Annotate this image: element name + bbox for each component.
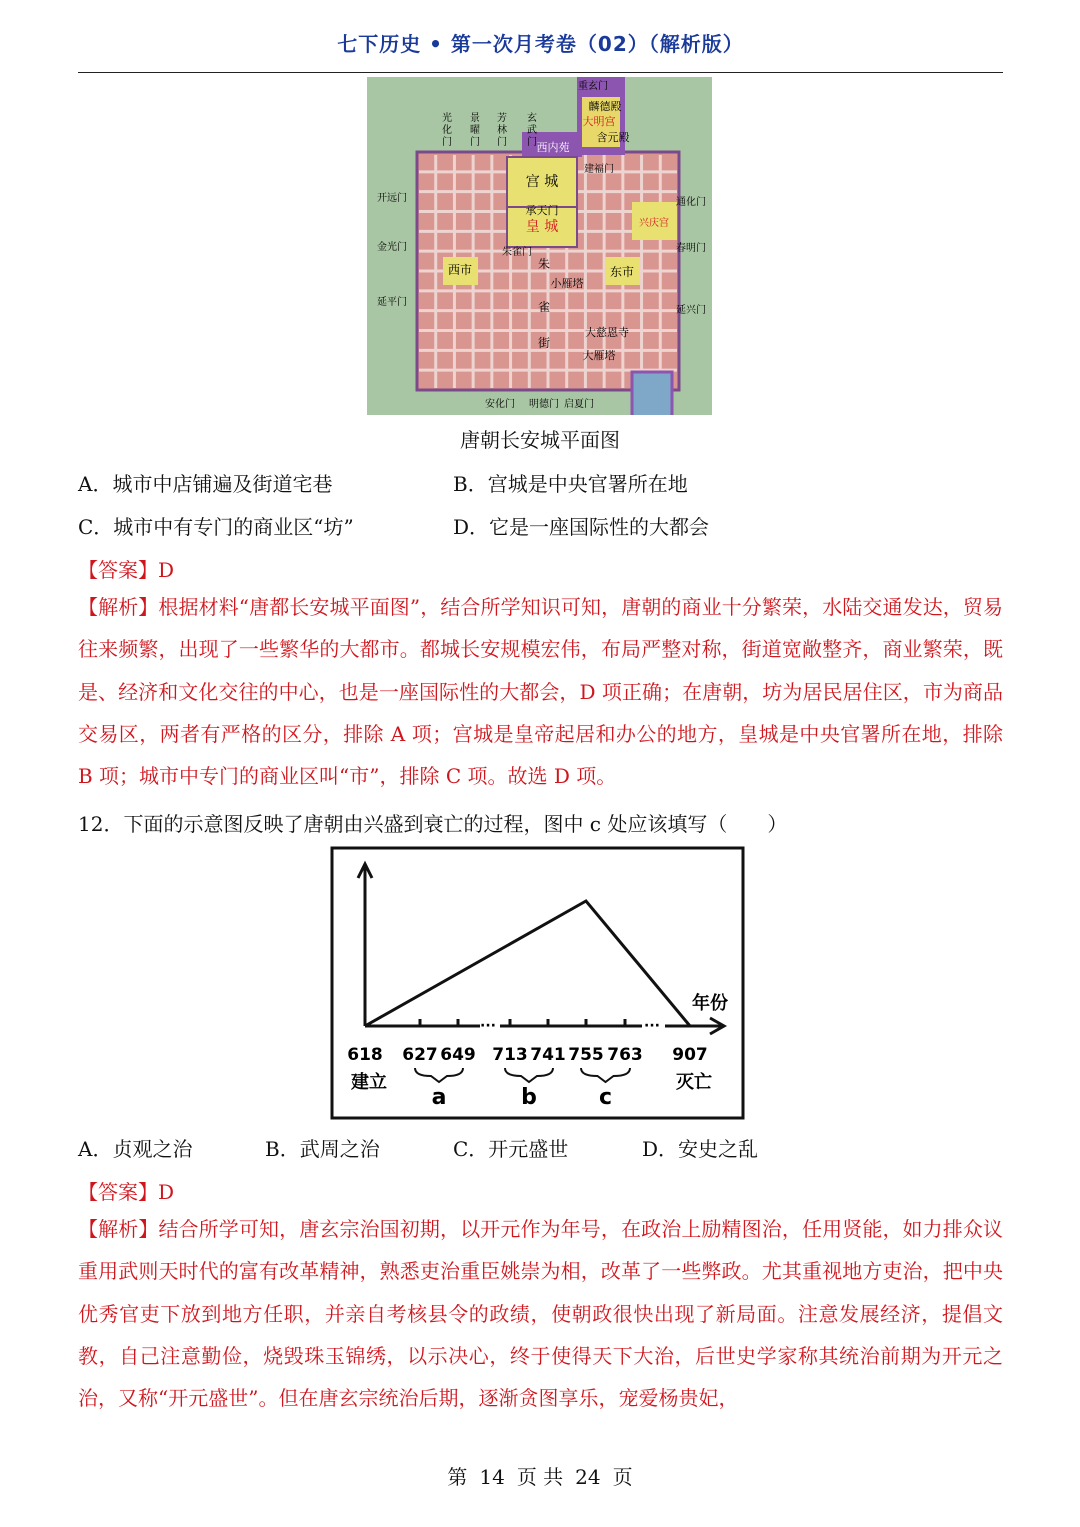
tang-chart [330, 846, 745, 1120]
zhuquejie-2: 雀 [537, 300, 551, 314]
footer-suffix: 页 [612, 1465, 633, 1489]
north-gate-char: 门 [497, 137, 507, 148]
daming-label: 大明宫 [582, 115, 616, 128]
tick-label-627: 627 [402, 1045, 438, 1065]
hanyuan-hall: 含元殿 [596, 131, 630, 144]
north-gate-char: 光 [442, 113, 452, 124]
tick-label-649: 649 [440, 1045, 476, 1065]
q12-answer: 【答案】D [78, 1180, 175, 1204]
q11-analysis: 【解析】根据材料“唐都长安城平面图”，结合所学知识可知，唐朝的商业十分繁荣，水陆交通发达，贸易往来频繁，出现了一些繁华的大都市。都城长安规模宏伟，布局严整对称，街道宽敞整齐，商业繁荣，既是、经济和文化交往的中心，也是一座国际性的大都会，D 项正确；在唐朝，坊为居民居住区，市为商品交易区，两者有严格的区分，排除 A 项；宫城是皇帝起居和办公的地方，皇城是中央官署所在地，排除 B 项；城市中专门的商业区叫“市”，排除 C 项。故选 D 项。 [78, 595, 1003, 789]
q11-option-a: A．城市中店铺遍及街道宅巷 [78, 472, 333, 496]
header-title: 七下历史 • 第一次月考卷（02）（解析版） [337, 32, 744, 56]
gate-kaiyuan: 开远门 [377, 193, 407, 204]
tick-label-713: 713 [492, 1045, 528, 1065]
ellipsis-1: ··· [480, 1018, 496, 1034]
footer-page-number: 14 [479, 1465, 505, 1489]
q12-analysis: 【解析】结合所学可知，唐玄宗治国初期，以开元作为年号，在政治上励精图治，任用贤能，如力排众议重用武则天时代的富有改革精神，熟悉吏治重臣姚崇为相，改革了一些弊政。尤其重视地方吏治，把中央优秀官吏下放到地方任职，并亲自考核县令的政绩，使朝政很快出现了新局面。注意发展经济，提倡文教，自己注意勤俭，烧毁珠玉锦绣，以示决心，终于使得天下大治，后世史学家称其统治前期为开元之治，又称“开元盛世”。但在唐玄宗统治后期，逐渐贪图享乐，宠爱杨贵妃， [78, 1217, 1003, 1411]
x-axis-label: 年份 [692, 993, 728, 1014]
q12-stem: 12．下面的示意图反映了唐朝由兴盛到衰亡的过程，图中 c 处应该填写（ ） [78, 812, 788, 836]
zhuquemen-label: 朱雀门 [502, 247, 532, 258]
chengtianmen-label: 承天门 [525, 204, 559, 217]
page-header [78, 28, 1003, 73]
zhuquejie-1: 朱 [537, 257, 551, 271]
north-gate-char: 门 [442, 137, 452, 148]
gate-yanping: 延平门 [377, 297, 407, 308]
gate-yanxing: 延兴门 [676, 305, 706, 316]
north-gate-char: 景 [470, 113, 480, 124]
gate-mingde: 明德门 [529, 399, 559, 410]
under-label-618: 建立 [351, 1072, 387, 1093]
bracket-label-b: b [521, 1085, 537, 1110]
north-gate-char: 林 [497, 125, 507, 136]
north-gate-char: 玄 [527, 113, 537, 124]
gate-qixia: 启夏门 [564, 399, 594, 410]
bracket-label-c: c [598, 1085, 613, 1110]
footer-mid: 页 共 [516, 1465, 564, 1489]
gate-anhua: 安化门 [485, 399, 515, 410]
bracket-label-a: a [431, 1085, 447, 1110]
q12-option-c: C．开元盛世 [453, 1137, 569, 1161]
q11-option-b: B．宫城是中央官署所在地 [453, 472, 688, 496]
tick-label-907: 907 [672, 1045, 708, 1065]
huangcheng-label: 皇 城 [525, 219, 559, 235]
map-caption: 唐朝长安城平面图 [460, 428, 620, 452]
dongshi-label: 东市 [609, 265, 635, 279]
tick-label-763: 763 [607, 1045, 643, 1065]
q11-answer: 【答案】D [78, 558, 175, 582]
north-gate-char: 芳 [497, 113, 507, 124]
gate-chongxuan: 重玄门 [578, 81, 608, 92]
footer-total: 24 [575, 1465, 601, 1489]
ellipsis-2: ··· [644, 1018, 660, 1034]
q11-option-c: C．城市中有专门的商业区“坊” [78, 515, 354, 539]
dayanta-label: 大雁塔 [582, 349, 616, 362]
north-gate-char: 门 [470, 137, 480, 148]
page-footer [0, 1461, 1080, 1490]
footer-prefix: 第 [447, 1465, 468, 1489]
north-gate-char: 化 [442, 125, 452, 136]
jianfu-label: 建福门 [584, 164, 614, 175]
xishi-label: 西市 [447, 263, 473, 277]
tick-label-618: 618 [347, 1045, 383, 1065]
zhuquejie-3: 街 [537, 336, 551, 350]
dacien-label: 大慈恩寺 [585, 326, 629, 339]
qujiang-pond [632, 372, 672, 415]
xiaoyanta-label: 小雁塔 [550, 277, 584, 290]
tick-label-755: 755 [568, 1045, 604, 1065]
north-gate-char: 曜 [470, 125, 480, 136]
xineiyuan-label: 西内苑 [536, 141, 570, 154]
q11-option-d: D．它是一座国际性的大都会 [453, 515, 710, 539]
gate-jinguang: 金光门 [377, 242, 407, 253]
linde-hall: 麟德殿 [588, 100, 622, 113]
q12-option-a: A．贞观之治 [78, 1137, 193, 1161]
gate-tonghua: 通化门 [676, 197, 706, 208]
q12-option-d: D．安史之乱 [642, 1137, 759, 1161]
q12-option-b: B．武周之治 [265, 1137, 380, 1161]
north-gate-char: 门 [527, 137, 537, 148]
north-gate-char: 武 [527, 125, 537, 136]
under-label-907: 灭亡 [676, 1072, 712, 1093]
gate-chunming: 春明门 [676, 243, 706, 254]
tick-label-741: 741 [530, 1045, 566, 1065]
changan-map [367, 77, 712, 415]
gongcheng-label: 宫 城 [525, 174, 559, 190]
xingqing-label: 兴庆宫 [639, 218, 669, 229]
